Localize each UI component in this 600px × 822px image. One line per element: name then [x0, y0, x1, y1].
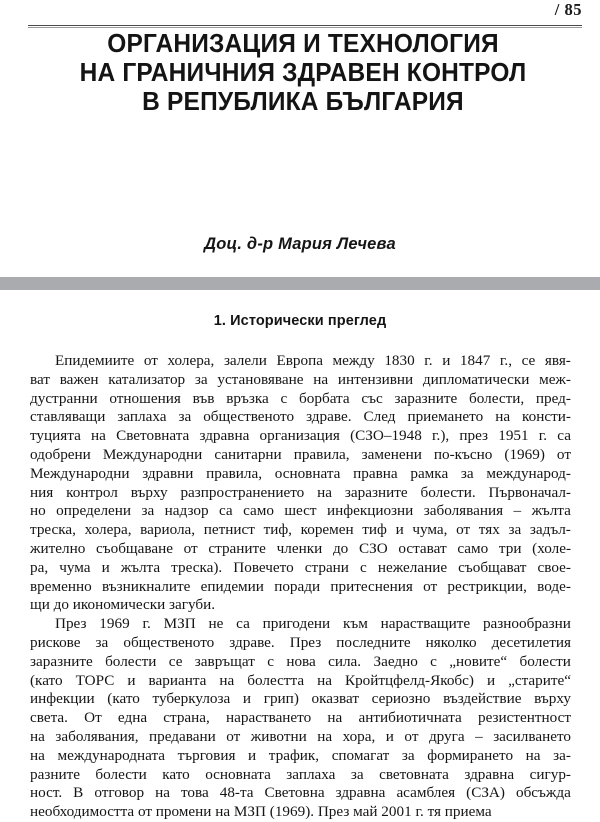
page-number: / 85 [554, 0, 582, 19]
article-title-line-1: ОРГАНИЗАЦИЯ И ТЕХНОЛОГИЯ [107, 30, 499, 58]
text-line: временно възникналите епидемии поради притеснения от рестрикции, воде- [30, 577, 571, 595]
text-line: ставляващи заплаха за общественото здраве. След приемането на консти- [30, 408, 571, 426]
text-line: ра, чума и жълта треска). Повечето страни с нежелание съобщават свое- [30, 558, 571, 576]
text-line: жително съобщаване от страните членки до СЗО остават само три (холе- [30, 539, 571, 557]
article-title-line-2: НА ГРАНИЧНИЯ ЗДРАВЕН КОНТРОЛ [79, 59, 527, 87]
section-heading: 1. Исторически преглед [213, 313, 387, 329]
text-line: разните болести като основната заплаха за световната здравна сигур- [30, 765, 571, 783]
section-heading-block [0, 312, 600, 330]
article-title [26, 30, 580, 117]
text-line: треска, холера, вариола, петнист тиф, коремен тиф и чума, от тях за задъл- [30, 521, 571, 539]
text-line: Международни здравни правила, основната правна рамка за международ- [30, 464, 571, 482]
text-line: необходимостта от промени на МЗП (1969). През май 2001 г. тя приема [30, 803, 492, 821]
text-line: рискове за общественото здраве. През последните няколко десетилетия [30, 633, 571, 651]
author-name: Доц. д-р Мария Лечева [204, 235, 396, 253]
text-line: на международната търговия и трафик, спомагат за формирането на за- [30, 746, 571, 764]
gray-separator-band [0, 277, 600, 290]
body-text [30, 352, 571, 822]
paragraph-2 [30, 615, 571, 822]
text-line: (като ТОРС и варианта на болестта на Кройтцфелд-Якобс) и „старите“ [30, 671, 571, 689]
author-block [0, 234, 600, 254]
text-line: одобрени Международни санитарни правила, заменени по-късно (1969) от [30, 445, 571, 463]
text-line: ния контрол върху разпространението на заразните болести. Първоначал- [30, 483, 571, 501]
text-line: ват важен катализатор за установяване на интензивни дипломатически меж- [30, 370, 571, 388]
text-line: През 1969 г. МЗП не са пригодени към нарастващите разнообразни [55, 615, 571, 633]
text-line: Епидемиите от холера, залели Европа между 1830 г. и 1847 г., се явя- [55, 352, 571, 369]
text-line: инфекции (като туберкулоза и грип) оказват сериозно въздействие върху [30, 690, 571, 708]
header-divider-rule [28, 25, 582, 26]
text-line: света. От една страна, нарастването на антибиотичната резистентност [30, 709, 571, 727]
text-line: дустранни отношения във връзка с борбата със заразните болести, пред- [30, 389, 571, 407]
text-line: заразните болести се завръщат с нова сила. Заедно с „новите“ болести [30, 652, 571, 670]
text-line: на заболявания, предавани от животни на хора, и от друга – засилването [30, 727, 571, 745]
text-line: но определени за надзор са само шест инфекциозни заболявания – жълта [30, 502, 571, 520]
text-line: ност. В отговор на това 48-та Световна здравна асамблея (СЗА) обсъжда [30, 784, 571, 802]
text-line: туцията на Световната здравна организация (СЗО–1948 г.), през 1951 г. са [30, 427, 571, 445]
article-title-line-3: В РЕПУБЛИКА БЪЛГАРИЯ [142, 88, 464, 116]
text-line: щи до икономически загуби. [30, 596, 216, 614]
paragraph-1 [30, 352, 571, 615]
